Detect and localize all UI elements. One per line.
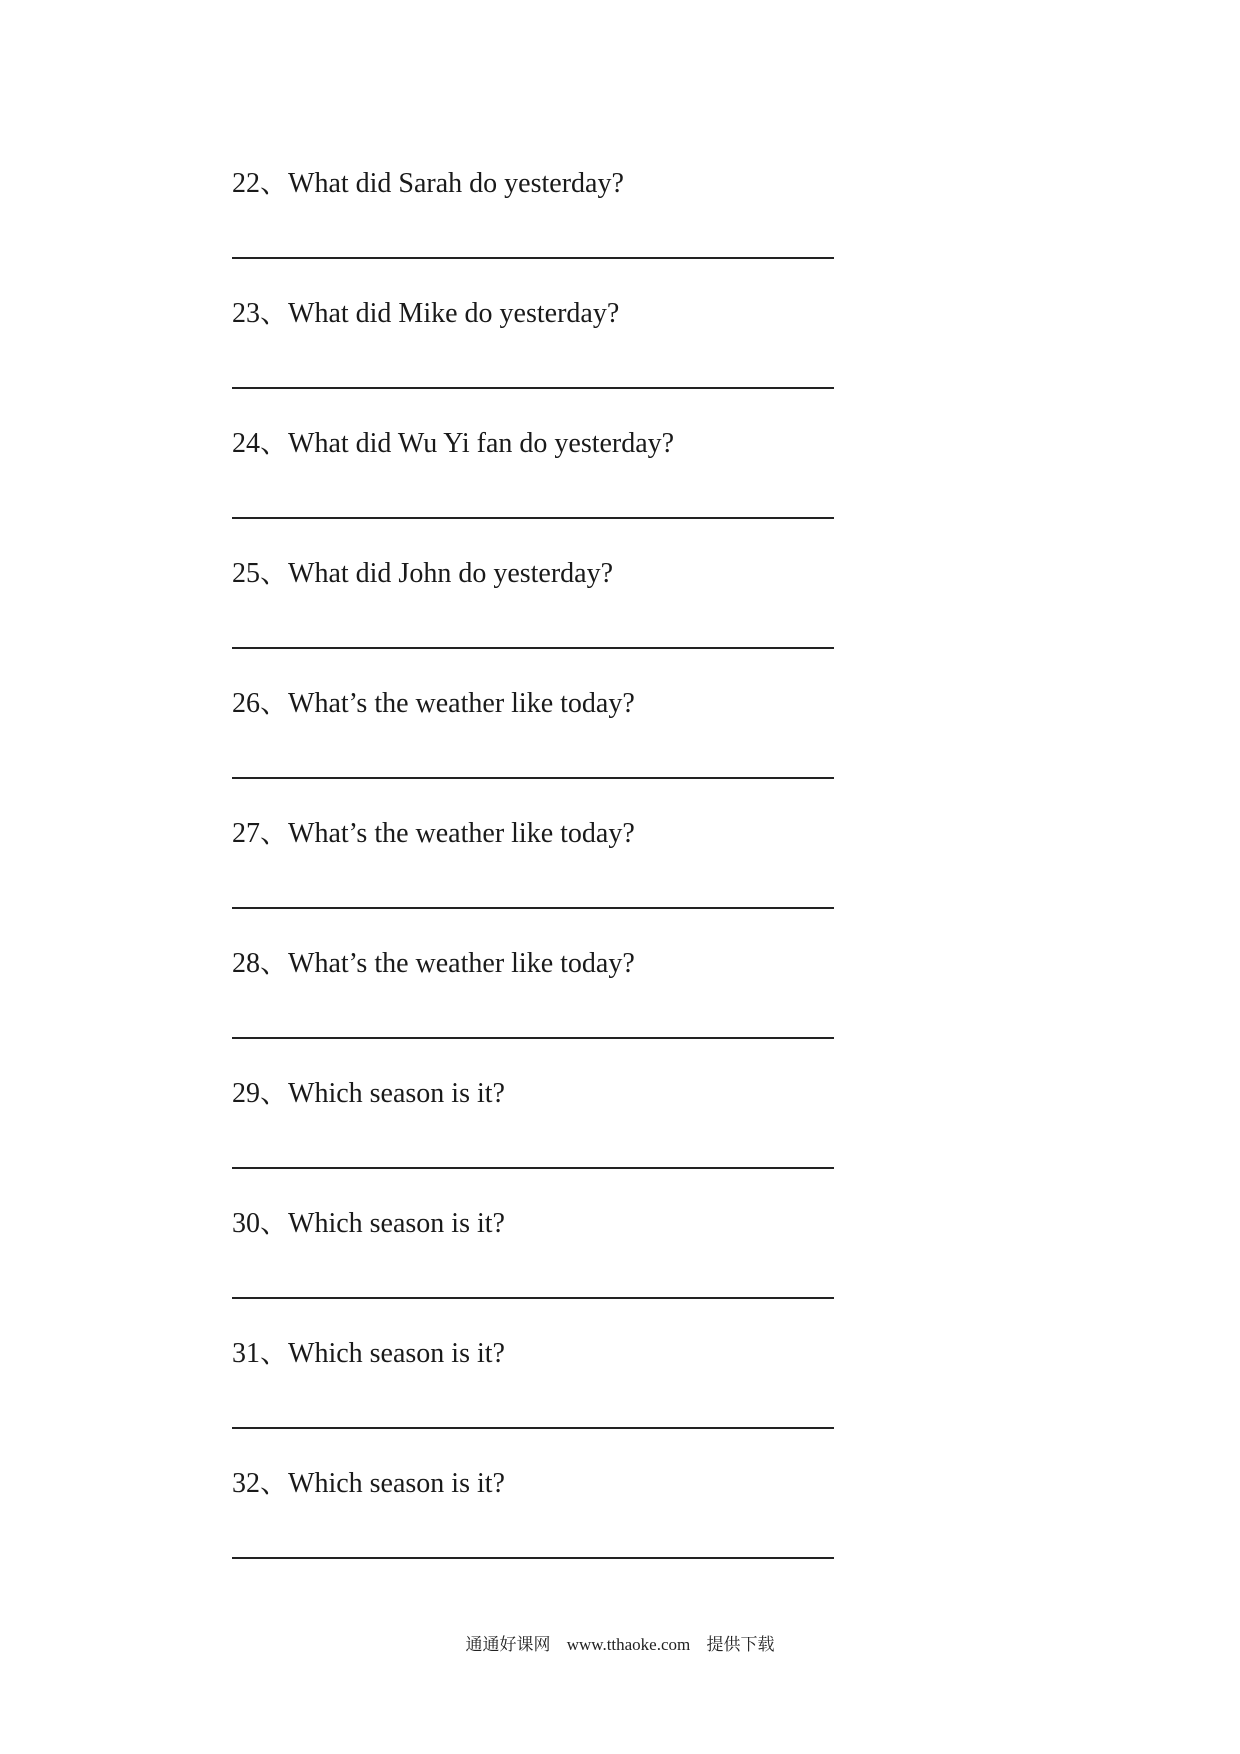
question-31	[232, 1336, 842, 1466]
question-prompt: Which season is it?	[288, 1468, 505, 1499]
question-text	[232, 166, 624, 202]
question-30	[232, 1206, 842, 1336]
question-number: 29、	[232, 1078, 289, 1109]
question-prompt: What did Wu Yi fan do yesterday?	[288, 428, 675, 459]
answer-line[interactable]	[232, 1037, 834, 1039]
question-prompt: What’s the weather like today?	[288, 948, 635, 979]
answer-line[interactable]	[232, 1167, 834, 1169]
question-text	[232, 1466, 505, 1502]
answer-line[interactable]	[232, 1427, 834, 1429]
question-prompt: Which season is it?	[288, 1208, 505, 1239]
answer-line[interactable]	[232, 387, 834, 389]
question-number: 28、	[232, 948, 289, 979]
question-number: 31、	[232, 1338, 289, 1369]
question-text	[232, 686, 635, 722]
question-number: 26、	[232, 688, 289, 719]
footer-site-name: 通通好课网	[465, 1635, 551, 1654]
question-22	[232, 166, 842, 296]
question-25	[232, 556, 842, 686]
question-number: 24、	[232, 428, 289, 459]
question-27	[232, 816, 842, 946]
question-text	[232, 296, 619, 332]
answer-line[interactable]	[232, 777, 834, 779]
answer-line[interactable]	[232, 257, 834, 259]
question-29	[232, 1076, 842, 1206]
question-text	[232, 556, 613, 592]
question-prompt: What did Mike do yesterday?	[288, 298, 620, 329]
question-prompt: What’s the weather like today?	[288, 818, 635, 849]
footer-url-link[interactable]: www.tthaoke.com	[566, 1635, 691, 1654]
question-28	[232, 946, 842, 1076]
question-text	[232, 1076, 505, 1112]
question-text	[232, 946, 635, 982]
question-number: 25、	[232, 558, 289, 589]
question-number: 30、	[232, 1208, 289, 1239]
footer-suffix: 提供下载	[706, 1635, 775, 1654]
question-number: 23、	[232, 298, 289, 329]
question-24	[232, 426, 842, 556]
question-prompt: Which season is it?	[288, 1078, 505, 1109]
question-text	[232, 1336, 505, 1372]
question-number: 27、	[232, 818, 289, 849]
question-26	[232, 686, 842, 816]
answer-line[interactable]	[232, 1557, 834, 1559]
question-prompt: What did John do yesterday?	[288, 558, 614, 589]
question-text	[232, 816, 635, 852]
question-prompt: What’s the weather like today?	[288, 688, 635, 719]
question-text	[232, 1206, 505, 1242]
question-number: 22、	[232, 168, 289, 199]
question-prompt: Which season is it?	[288, 1338, 505, 1369]
answer-line[interactable]	[232, 517, 834, 519]
question-prompt: What did Sarah do yesterday?	[288, 168, 624, 199]
footer	[0, 1633, 1240, 1657]
question-32	[232, 1466, 842, 1596]
answer-line[interactable]	[232, 647, 834, 649]
question-number: 32、	[232, 1468, 289, 1499]
question-text	[232, 426, 674, 462]
question-23	[232, 296, 842, 426]
answer-line[interactable]	[232, 907, 834, 909]
answer-line[interactable]	[232, 1297, 834, 1299]
